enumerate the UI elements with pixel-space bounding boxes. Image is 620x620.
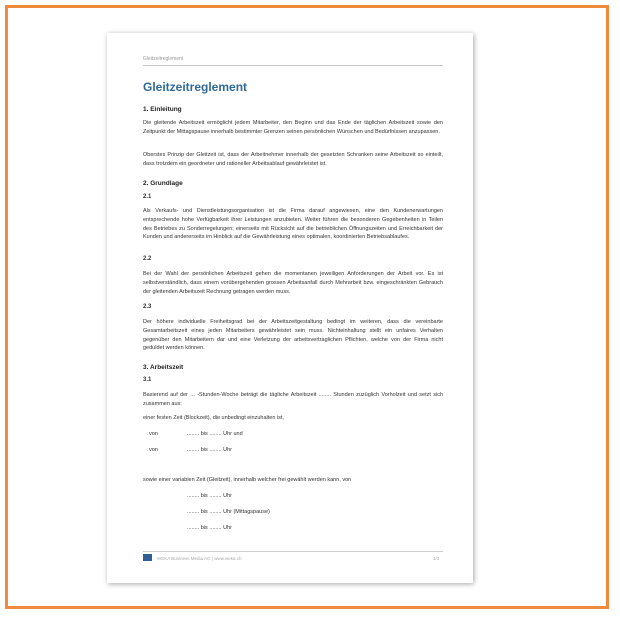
publisher-logo [143, 554, 152, 561]
fixed-row-2-von: von [149, 447, 158, 453]
subsection-2-2: 2.2 [143, 256, 152, 262]
footer-rule [143, 551, 443, 552]
document-page [107, 33, 473, 583]
running-header: Gleitzeitreglement [143, 56, 184, 62]
document-title: Gleitzeitreglement [143, 80, 248, 94]
section-heading-arbeitszeit: 3. Arbeitszeit [143, 364, 184, 371]
variable-row-1: ........ bis ........ Uhr [187, 493, 232, 499]
paragraph-2-2: Bei der Wahl der persönlichen Arbeitszeit gehen die momentanen jeweiligen Anforderungen der Arbeit vor. Es ist selbstverständlich, dass einem vorübergehenden grossen Arbeitsanfall durch Mehrarbeit bzw. eingeschränkten Gebrauch der gleitenden Arbeitszeit Rechnung getragen werden muss. [143, 271, 443, 295]
variable-time-intro: sowie einer variablen Zeit (Gleitzeit), innerhalb welcher frei gewählt werden kann, von [143, 477, 352, 483]
subsection-3-1: 3.1 [143, 377, 152, 383]
paragraph-2-1: Als Verkaufs- und Dienstleistungsorganisation ist die Firma darauf angewiesen, eine den Kundenerwartungen entsprechende hohe Verfügbarkeit ihrer Leistungen anzubieten. Weiter führen die besonderen Gegebenheiten in Teilen des Betriebes zu Sonderregelungen; einerseits mit Rücksicht auf die betrieblichen Öffnungszeiten und Erreichbarkeit der Kunden und andererseits im Hinblick auf die Gewährleistung eines optimalen, koordinierten Betriebsablaufes. [143, 208, 443, 241]
fixed-row-1-times: ........ bis ........ Uhr und [187, 431, 243, 437]
variable-row-3: ........ bis ........ Uhr [187, 525, 232, 531]
fixed-time-intro: einer festen Zeit (Blockzeit), die unbedingt einzuhalten ist, [143, 415, 284, 421]
paragraph-einleitung-1: Die gleitende Arbeitszeit ermöglicht jedem Mitarbeiter, den Beginn und das Ende der täglichen Arbeitszeit sowie den Zeitpunkt der Mittagspause innerhalb bestimmter Grenzen seinen persönlichen Wünschen und Bedürfnissen anzupassen. [143, 120, 443, 135]
footer-publisher: WEKA Business Media AG | www.weka.ch [157, 556, 242, 561]
fixed-row-1-von: von [149, 431, 158, 437]
section-heading-einleitung: 1. Einleitung [143, 106, 182, 113]
paragraph-2-3: Der höhere individuelle Freiheitsgrad bei der Arbeitszeitgestaltung bedingt im weiteren, dass die vereinbarte Gesamtarbeitszeit eines jeden Mitarbeiters gewährleistet sein muss. Nichteinhaltung stellt ein unfaires Verhalten gegenüber den Mitarbeitern dar und eine Verletzung der arbeitsvertraglichen Pflichten, welche von der Firma nicht geduldet werden können. [143, 319, 443, 352]
paragraph-einleitung-2: Oberstes Prinzip der Gleitzeit ist, dass der Arbeitnehmer innerhalb der gesetzten Schranken seine Arbeitszeit so einteilt, dass trotzdem ein geordneter und rationeller Arbeitsablauf gewährleistet ist. [143, 152, 443, 167]
variable-row-2: ........ bis ........ Uhr (Mittagspause) [187, 509, 270, 515]
section-heading-grundlage: 2. Grundlage [143, 180, 183, 187]
subsection-2-3: 2.3 [143, 304, 152, 310]
fixed-row-2-times: ........ bis ........ Uhr [187, 447, 232, 453]
page-number: 1/3 [433, 556, 440, 561]
paragraph-3-1: Basierend auf der ... -Stunden-Woche beträgt die tägliche Arbeitszeit ........ Stunden zuzüglich Vorholzeit und setzt sich zusammen aus: [143, 392, 443, 407]
header-rule [143, 65, 443, 66]
subsection-2-1: 2.1 [143, 194, 152, 200]
